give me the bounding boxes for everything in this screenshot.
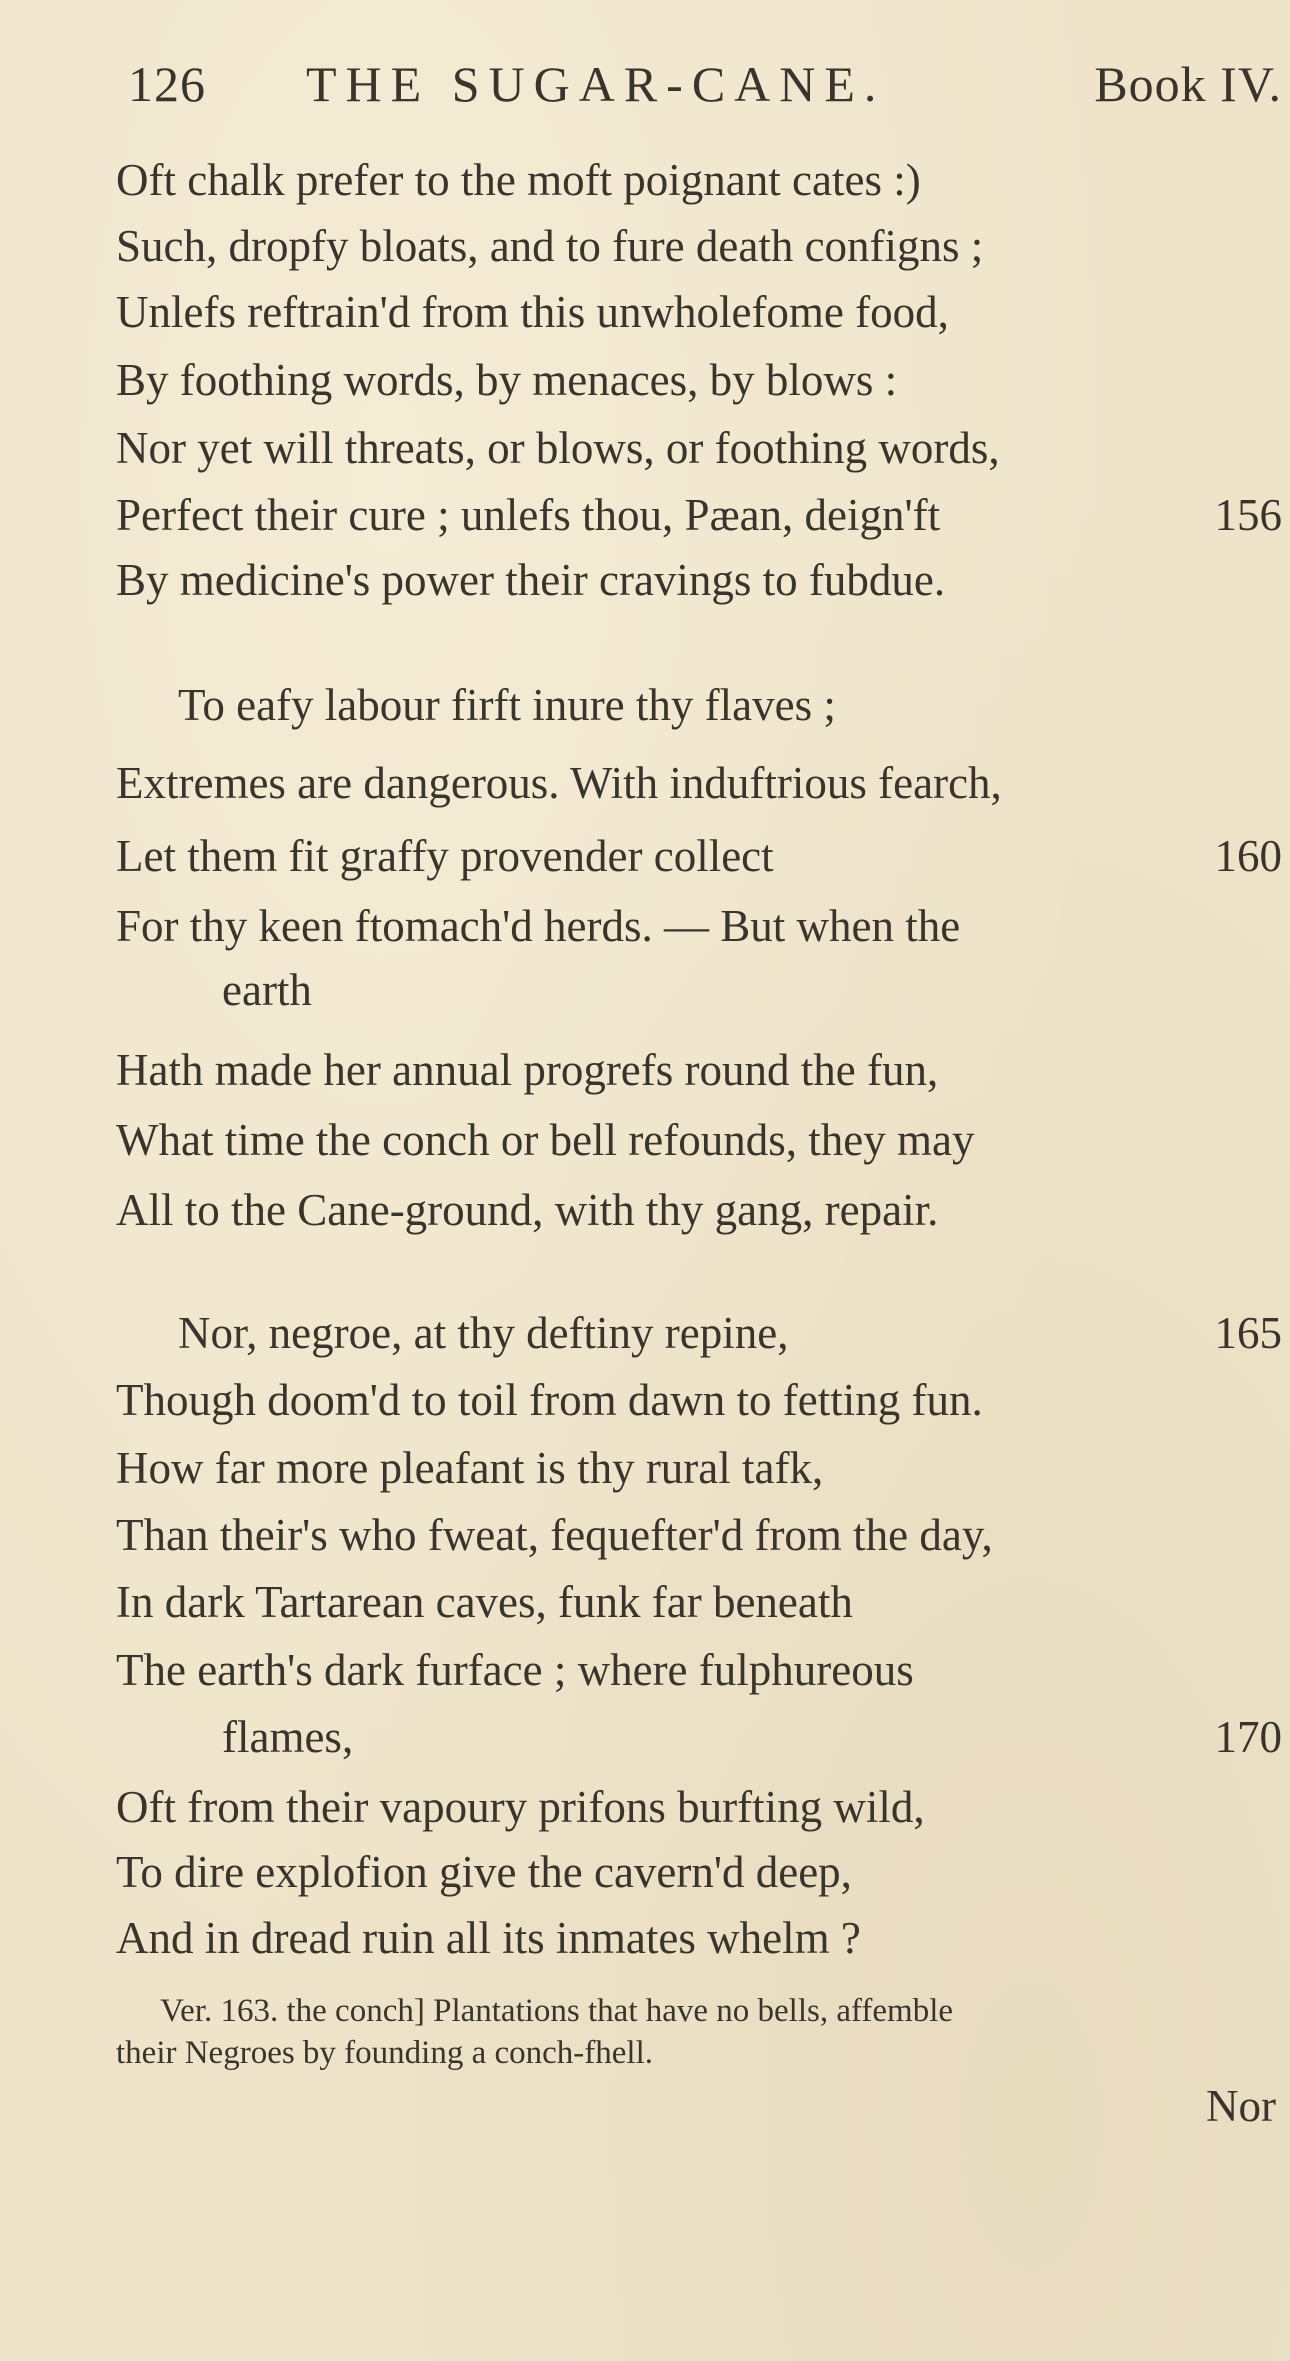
verse-line [116,550,1282,610]
verse-text: Such, dropfy bloats, and to fure death configns ; [116,221,984,271]
verse-text: By medicine's power their cravings to fubdue. [116,555,946,605]
line-number: 165 [1214,1308,1282,1358]
verse-text: Extremes are dangerous. With induftrious fearch, [116,758,1002,808]
verse-text: Though doom'd to toil from dawn to fetting fun. [116,1375,983,1425]
verse-line [116,1370,1282,1430]
verse-text: flames, [222,1712,354,1762]
verse-text: To eafy labour firft inure thy flaves ; [178,680,836,730]
verse-text: How far more pleafant is thy rural tafk, [116,1443,824,1493]
verse-text: Hath made her annual progrefs round the fun, [116,1045,939,1095]
verse-line [116,1908,1282,1968]
verse-text: What time the conch or bell refounds, they may [116,1115,975,1165]
verse-text: Oft chalk prefer to the moft poignant cates :) [116,155,921,205]
verse-line [116,1303,1282,1363]
book-label: Book IV. [1094,56,1282,112]
verse-text: Nor yet will threats, or blows, or foothing words, [116,423,1000,473]
verse-line [116,1505,1282,1565]
footnote-line: Ver. 163. the conch] Plantations that have no bells, affemble [160,1993,954,2029]
verse-line [116,1040,1282,1100]
verse-line [116,1110,1282,1170]
line-number: 156 [1214,490,1282,540]
verse-line [116,216,1282,276]
running-title: THE SUGAR-CANE. [306,56,886,112]
verse-text: earth [222,965,312,1015]
verse-text: And in dread ruin all its inmates whelm ? [116,1913,861,1963]
verse-text: Than their's who fweat, fequefter'd from the day, [116,1510,993,1560]
verse-line [116,1777,1282,1837]
line-number: 160 [1214,831,1282,881]
verse-line [116,485,1282,545]
verse-text: By foothing words, by menaces, by blows : [116,355,898,405]
verse-line [116,418,1282,478]
verse-line [116,896,1282,956]
line-number: 170 [1214,1712,1282,1762]
verse-text: Nor, negroe, at thy deftiny repine, [178,1308,789,1358]
verse-text: Perfect their cure ; unlefs thou, Pæan, deign'ft [116,490,941,540]
footnote-line: their Negroes by founding a conch-fhell. [116,2035,653,2071]
verse-text: In dark Tartarean caves, funk far beneath [116,1577,853,1627]
verse-line [116,675,1282,735]
verse-line-continuation [116,960,1282,1020]
page-header [128,55,1290,125]
verse-line [116,826,1282,886]
verse-line [116,753,1282,813]
verse-line-continuation [116,1707,1282,1767]
verse-line [116,350,1282,410]
verse-line [116,150,1282,210]
verse-line [116,1438,1282,1498]
footnote [116,1990,1280,2074]
verse-text: Let them fit graffy provender collect [116,831,774,881]
verse-text: To dire explofion give the cavern'd deep, [116,1847,852,1897]
verse-line [116,282,1282,342]
verse-text: For thy keen ftomach'd herds. — But when the [116,901,961,951]
verse-line [116,1572,1282,1632]
verse-line [116,1640,1282,1700]
verse-text: Oft from their vapoury prifons burfting wild, [116,1782,925,1832]
verse-text: All to the Cane-ground, with thy gang, repair. [116,1185,939,1235]
verse-text: The earth's dark furface ; where fulphureous [116,1645,914,1695]
verse-line [116,1180,1282,1240]
verse-text: Unlefs reftrain'd from this unwholefome food, [116,287,949,337]
verse-line [116,1842,1282,1902]
page-number: 126 [128,56,206,112]
catchword: Nor [1206,2081,1276,2131]
